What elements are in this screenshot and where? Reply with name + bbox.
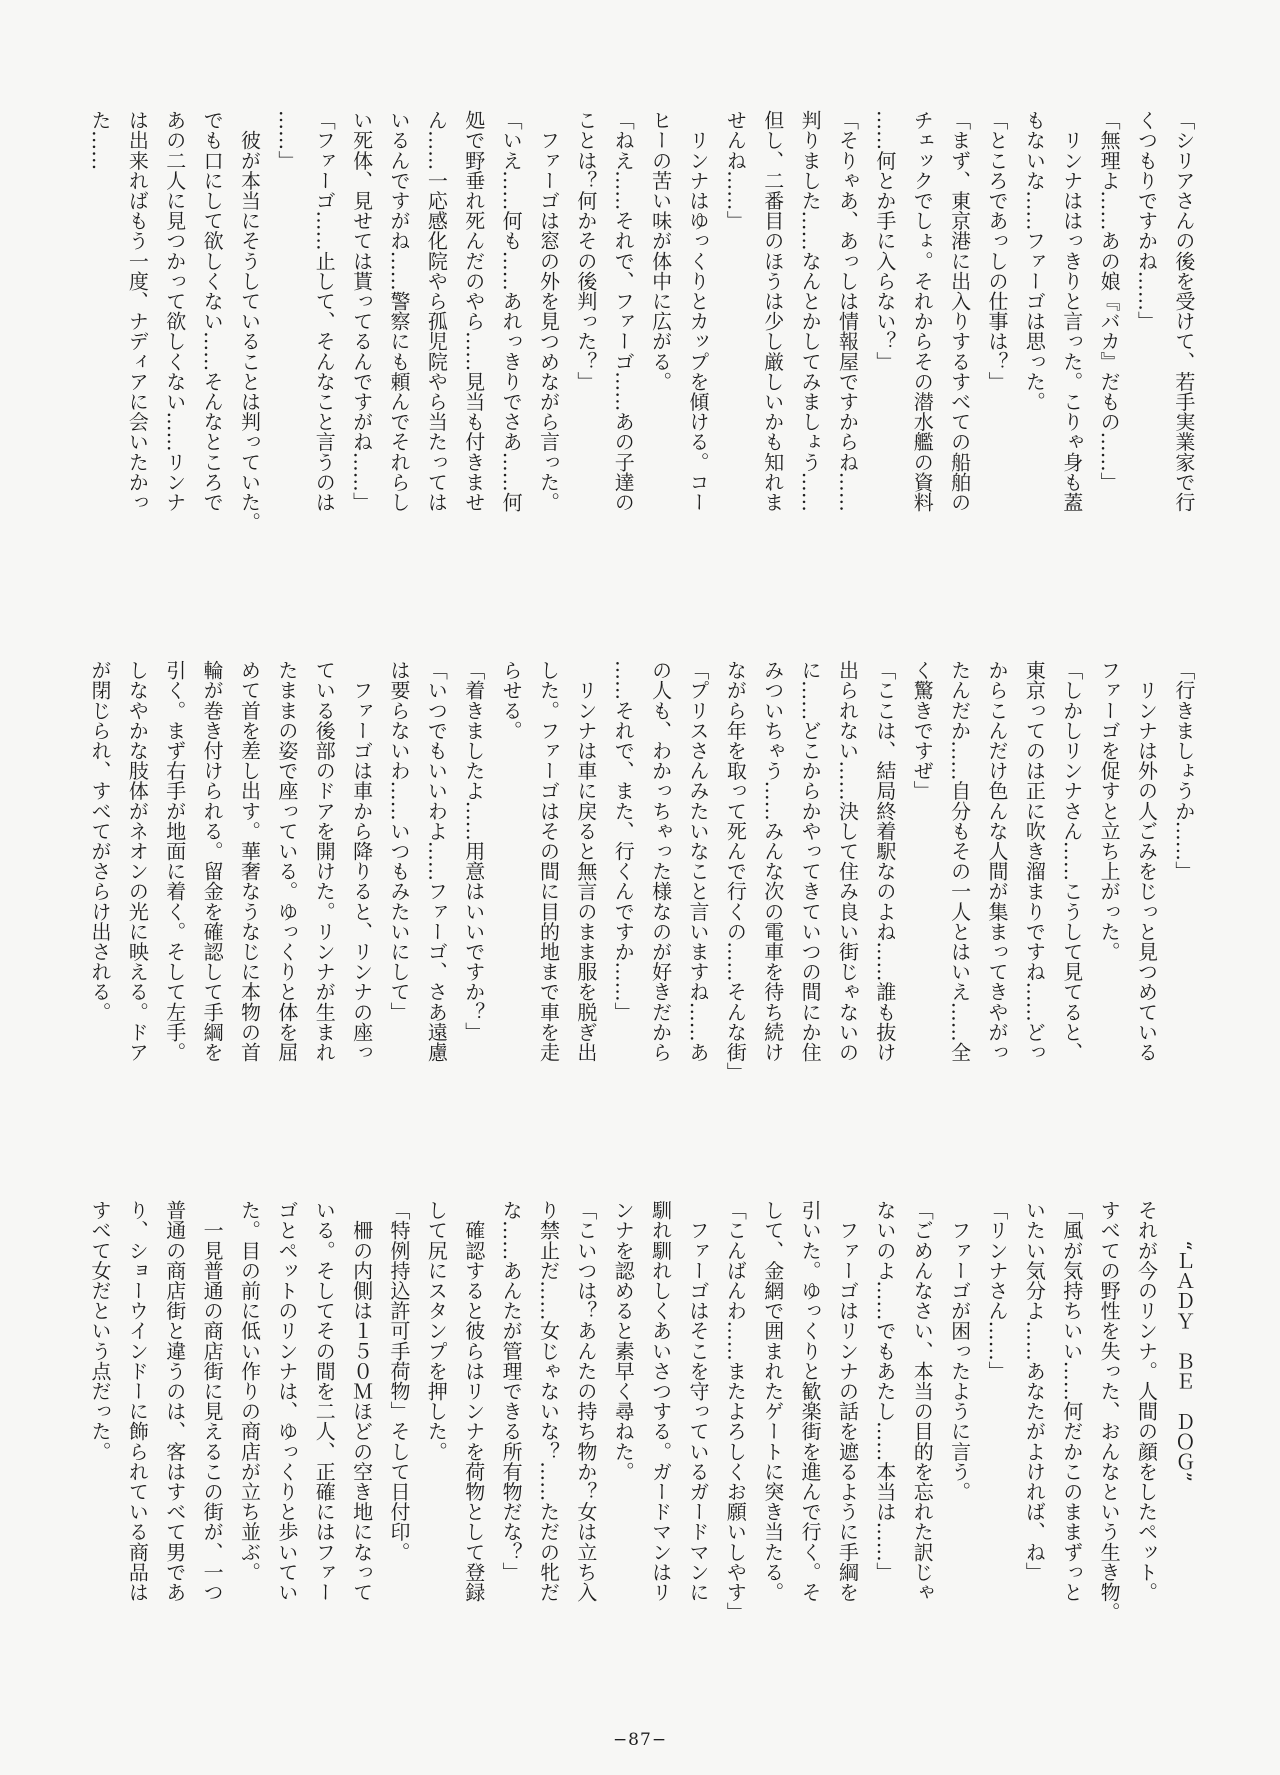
text-line: い死体、見せては貰ってるんですがね……」 <box>349 110 374 512</box>
text-line: 「シリアさんの後を受けて、若手実業家で行 <box>1171 110 1196 512</box>
text-line: ファーゴはリンナの話を遮るように手綱を <box>835 1200 860 1602</box>
text-line: 「ファーゴ……止して、そんなこと言うのは <box>312 110 337 512</box>
text-block-middle <box>80 660 1200 1120</box>
text-line: 「そりゃあ、あっしは情報屋ですからね…… <box>835 110 860 512</box>
text-line: 「いえ……何も……あれっきりでさあ……何 <box>499 110 524 512</box>
text-line: 「風が気持ちいい……何だかこのままずっと <box>1059 1200 1084 1602</box>
text-line: リンナはゆっくりとカップを傾ける。コー <box>686 110 710 512</box>
text-line: 輪が巻き付けられる。留金を確認して手綱を <box>200 660 225 1062</box>
text-line: 「特例持込許可手荷物」そして日付印。 <box>387 1200 411 1562</box>
text-line: ファーゴは車から降りると、リンナの座っ <box>349 660 374 1062</box>
text-line: もないな……ファーゴは思った。 <box>1022 110 1047 412</box>
text-line: たんだか……自分もその一人とはいえ……全 <box>947 660 972 1062</box>
text-line: く驚きですぜ」 <box>910 660 935 801</box>
text-line: の人も、わかっちゃった様なのが好きだから <box>648 660 673 1062</box>
text-line: が閉じられ、すべてがさらけ出される。 <box>88 660 112 1022</box>
text-line: り禁止だ……女じゃないな？……ただの牝だ <box>536 1200 561 1602</box>
text-line: しなやかな肢体がネオンの光に映える。ドア <box>125 660 150 1062</box>
text-line: みついちゃう……みんな次の電車を待ち続け <box>760 660 785 1062</box>
text-line: 「しかしリンナさん……こうして見てると、 <box>1059 660 1084 1062</box>
page-number: −87− <box>612 1730 668 1750</box>
text-line: 「リンナさん……」 <box>985 1200 1009 1381</box>
text-line: した。ファーゴはその間に目的地まで車を走 <box>536 660 561 1062</box>
text-line: 但し、二番目のほうは少し厳しいかも知れま <box>760 110 785 512</box>
text-line: して尻にスタンプを押した。 <box>424 1200 449 1462</box>
text-line: 判りました……なんとかしてみましょう…… <box>798 110 823 512</box>
text-line: らせる。 <box>499 660 524 741</box>
text-line: ん……一応感化院やら孤児院やら当たっては <box>424 110 449 512</box>
text-line: くつもりですかね……」 <box>1134 110 1159 332</box>
text-line: チェックでしょ。それからその潜水艦の資料 <box>910 110 935 512</box>
text-line: 「こんばんわ……またよろしくお願いしやす」 <box>723 1200 748 1623</box>
text-line: た…… <box>88 110 112 171</box>
text-line: に……どこからかやってきていつの間にか住 <box>798 660 823 1062</box>
text-line: り、ショーウインドーに飾られている商品は <box>125 1200 150 1602</box>
text-line: リンナははっきりと言った。こりゃ身も蓋 <box>1059 110 1084 512</box>
text-line: ないのよ……でもあたし……本当は……」 <box>872 1200 897 1582</box>
text-line: 処で野垂れ死んだのやら……見当も付きませ <box>461 110 486 512</box>
text-line: 出られない……決して住み良い街じゃないの <box>835 660 860 1062</box>
text-line: ヒーの苦い味が体中に広がる。 <box>648 110 673 392</box>
text-line: 「こいつは？あんたの持ち物か？女は立ち入 <box>573 1200 598 1602</box>
text-line: リンナは車に戻ると無言のまま服を脱ぎ出 <box>573 660 598 1062</box>
text-line: すべての野性を失った、おんなという生き物。 <box>1097 1200 1122 1623</box>
text-line: 「まず、東京港に出入りするすべての船舶の <box>947 110 972 512</box>
text-line: からこんだけ色んな人間が集まってきやがっ <box>985 660 1009 1062</box>
text-line: 馴れ馴れしくあいさつする。ガードマンはリ <box>648 1200 673 1602</box>
text-line: 引く。まず右手が地面に着く。そして左手。 <box>162 660 187 1062</box>
text-line: ことは？何かその後判った？」 <box>573 110 598 392</box>
text-block-bottom <box>80 1200 1200 1700</box>
text-line: 柵の内側は１５０Ｍほどの空き地になって <box>349 1200 374 1602</box>
text-line: 「ところであっしの仕事は？」 <box>985 110 1009 392</box>
text-line: ……それで、また、行くんですか……」 <box>611 660 636 1022</box>
text-line: 東京ってのは正に吹き溜まりですね……どっ <box>1022 660 1047 1062</box>
text-line: た。目の前に低い作りの商店が立ち並ぶ。 <box>237 1200 262 1582</box>
text-line: たままの姿で座っている。ゆっくりと体を屈 <box>274 660 299 1062</box>
text-line: ファーゴはそこを守っているガードマンに <box>686 1200 710 1602</box>
text-line: ファーゴを促すと立ち上がった。 <box>1097 660 1122 962</box>
text-line: すべて女だという点だった。 <box>88 1200 112 1462</box>
text-line: 「無理よ……あの娘『バカ』だもの……」 <box>1097 110 1122 492</box>
text-line: 「行きましょうか……」 <box>1171 660 1196 882</box>
text-line: して、金網で囲まれたゲートに突き当たる。 <box>760 1200 785 1602</box>
text-line: ながら年を取って死んで行くの……そんな街」 <box>723 660 748 1083</box>
text-line: ファーゴが困ったように言う。 <box>947 1200 972 1502</box>
text-line: いたい気分よ……あなたがよければ、ね」 <box>1022 1200 1047 1582</box>
text-line: ……」 <box>274 110 299 171</box>
text-line: ……何とか手に入らない？」 <box>872 110 897 372</box>
text-line: いる。そしてその間を二人、正確にはファー <box>312 1200 337 1602</box>
text-line: リンナは外の人ごみをじっと見つめている <box>1134 660 1159 1062</box>
text-line: “ＬＡＤＹ ＢＥ ＤＯＧ” <box>1171 1200 1196 1482</box>
text-line: 確認すると彼らはリンナを荷物として登録 <box>461 1200 486 1602</box>
text-line: ンナを認めると素早く尋ねた。 <box>611 1200 636 1482</box>
text-line: 普通の商店街と違うのは、客はすべて男であ <box>162 1200 187 1602</box>
text-line: めて首を差し出す。華奢なうなじに本物の首 <box>237 660 262 1062</box>
text-line: いるんですがね……警察にも頼んでそれらし <box>387 110 411 512</box>
text-line: ゴとペットのリンナは、ゆっくりと歩いてい <box>274 1200 299 1602</box>
text-line: でも口にして欲しくない……そんなところで <box>200 110 225 512</box>
text-line: な……あんたが管理できる所有物だな？」 <box>499 1200 524 1582</box>
text-line: 「ねえ……それで、ファーゴ……あの子達の <box>611 110 636 512</box>
text-line: ている後部のドアを開けた。リンナが生まれ <box>312 660 337 1062</box>
text-line: それが今のリンナ。人間の顔をしたペット。 <box>1134 1200 1159 1602</box>
text-line: 「ごめんなさい、本当の目的を忘れた訳じゃ <box>910 1200 935 1602</box>
text-line: 「着きましたよ……用意はいいですか？」 <box>461 660 486 1042</box>
text-line: 彼が本当にそうしていることは判っていた。 <box>237 110 262 533</box>
text-line: 「プリスさんみたいなこと言いますね……あ <box>686 660 710 1062</box>
text-block-top <box>80 110 1200 610</box>
text-line: は出来ればもう一度、ナディアに会いたかっ <box>125 110 150 512</box>
text-line: あの二人に見つかって欲しくない……リンナ <box>162 110 187 512</box>
text-line: 「いつでもいいわよ……ファーゴ、さあ遠慮 <box>424 660 449 1062</box>
text-line: ファーゴは窓の外を見つめながら言った。 <box>536 110 561 512</box>
text-line: 「ここは、結局終着駅なのよね……誰も抜け <box>872 660 897 1062</box>
text-line: 引いた。ゆっくりと歓楽街を進んで行く。そ <box>798 1200 823 1602</box>
text-line: せんね……」 <box>723 110 748 231</box>
text-line: は要らないわ……いつもみたいにして」 <box>387 660 411 1022</box>
text-line: 一見普通の商店街に見えるこの街が、一つ <box>200 1200 225 1602</box>
